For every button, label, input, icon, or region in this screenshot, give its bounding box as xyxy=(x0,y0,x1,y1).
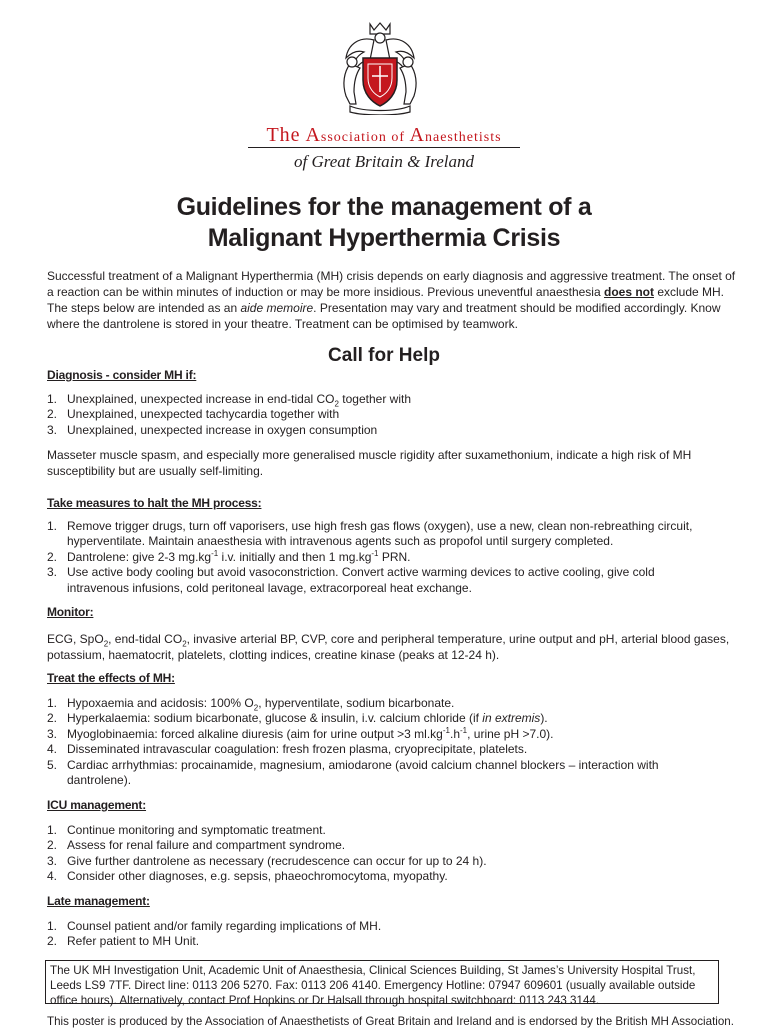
text-run: Counsel patient and/or family regarding implications of MH. xyxy=(67,919,382,933)
text-run: 5. xyxy=(47,757,58,772)
page-title: Guidelines for the management of a Malignant Hyperthermia Crisis xyxy=(176,193,592,252)
text-run: , urine pH >7.0). xyxy=(467,726,554,741)
halt-list xyxy=(47,519,697,596)
intro-paragraph xyxy=(47,268,737,332)
call-for-help-heading: Call for Help xyxy=(328,345,440,366)
text-run: Unexplained, unexpected tachycardia together with xyxy=(67,407,340,422)
list-item xyxy=(47,919,697,934)
text-run: 4. xyxy=(47,869,58,884)
text-run: exclude MH. The steps below are intended as an xyxy=(47,285,725,315)
text-run: Continue monitoring and symptomatic treatment. xyxy=(67,823,326,837)
list-item xyxy=(47,838,697,853)
divider xyxy=(248,147,520,148)
text-run: 2 xyxy=(103,639,109,649)
text-run: 2. xyxy=(47,549,58,564)
text-run: , end-tidal CO xyxy=(108,632,183,646)
text-run: 1. xyxy=(47,519,58,533)
text-run: . Presentation may vary and treatment should be modified accordingly. Know where the dantrolene is stored in your theatre. Treatment can be optimised by teamwork. xyxy=(47,301,721,331)
text-run: Myoglobinaemia: forced alkaline diuresis (aim for urine output >3 ml.kg xyxy=(67,726,443,741)
text-run: naesthetists xyxy=(425,130,502,145)
text-run: 3. xyxy=(47,726,58,741)
list-item xyxy=(47,869,697,884)
text-run: ECG, SpO xyxy=(47,632,104,646)
coat-of-arms-icon xyxy=(330,20,430,115)
list-item xyxy=(47,742,697,757)
contact-box: The UK MH Investigation Unit, Academic Unit of Anaesthesia, Clinical Sciences Building, St James’s University Hospital Trust, Leeds LS9 7TF. Direct line: 0113 206 5270. Fax: 0113 206 4140. Emergency Hotline: 07947 609601 (usually available outside office hours). Alternatively, contact Prof Hopkins or Dr Halsall through hospital switchboard: 0113 243 3144. xyxy=(45,960,719,1004)
text-run: 4. xyxy=(47,742,58,757)
list-item xyxy=(47,392,697,407)
text-run: -1 xyxy=(460,725,468,735)
text-run: .h xyxy=(449,726,460,741)
text-run: 3. xyxy=(47,853,58,868)
icu-heading: ICU management: xyxy=(47,798,147,812)
list-item xyxy=(47,854,697,869)
text-run: Give further dantrolene as necessary (recrudescence can occur for up to 24 h). xyxy=(67,853,487,868)
list-item xyxy=(47,758,697,789)
diagnosis-heading: Diagnosis - consider MH if: xyxy=(47,368,197,382)
text-run: Unexplained, unexpected increase in end-tidal CO xyxy=(67,392,335,406)
text-run: 1. xyxy=(47,823,58,837)
text-run: 2. xyxy=(47,838,58,853)
text-run: -1 xyxy=(442,725,450,735)
text-run: -1 xyxy=(371,548,379,558)
text-run: 1. xyxy=(47,392,58,406)
footer-note: This poster is produced by the Association of Anaesthetists of Great Britain and Ireland and is endorsed by the British MH Association. xyxy=(47,1015,734,1028)
text-run: The xyxy=(266,124,306,146)
text-run: Remove trigger drugs, turn off vaporisers, use high fresh gas flows (oxygen), use a new, clean non-rebreathing circuit, hyperventilate. Maintain anaesthesia with intravenous agents such as propofol until surgery completed. xyxy=(67,519,693,549)
list-item xyxy=(47,550,697,565)
text-run: Disseminated intravascular coagulation: fresh frozen plasma, cryoprecipitate, platelets. xyxy=(67,742,528,757)
text-run: -1 xyxy=(211,548,219,558)
late-list xyxy=(47,919,697,950)
text-run: Successful treatment of a Malignant Hyperthermia (MH) crisis depends on early diagnosis and aggressive treatment. The onset of a reaction can be within minutes of induction or may be more insidious. Previous uneventful anaesthesia xyxy=(47,269,736,299)
text-run: PRN. xyxy=(378,549,411,564)
text-run: does not xyxy=(603,285,654,299)
text-run: , invasive arterial BP, CVP, core and peripheral temperature, urine output and pH, arterial blood gases, potassium, haematocrit, platelets, clotting indices, creatine kinase (peaks at 12-24 h). xyxy=(47,632,730,662)
monitor-heading: Monitor: xyxy=(47,605,94,619)
list-item xyxy=(47,711,697,726)
text-run: 2 xyxy=(334,399,339,409)
text-run: Cardiac arrhythmias: procainamide, magnesium, amiodarone (avoid calcium channel blockers – interaction with dantrolene). xyxy=(67,757,659,788)
text-run: 2. xyxy=(47,711,58,726)
text-run: Unexplained, unexpected increase in oxygen consumption xyxy=(67,422,378,437)
text-run: ssociation of xyxy=(320,130,410,145)
list-item xyxy=(47,423,697,438)
masseter-note: Masseter muscle spasm, and especially more generalised muscle rigidity after suxamethonium, indicate a high risk of MH susceptibility but are usually self-limiting. xyxy=(47,448,692,478)
text-run: 3. xyxy=(47,565,58,580)
text-run: 3. xyxy=(47,422,58,437)
text-run: A xyxy=(409,124,425,146)
list-item xyxy=(47,823,697,838)
text-run: Hypoxaemia and acidosis: 100% O xyxy=(67,696,254,710)
list-item xyxy=(47,696,697,711)
text-run: i.v. initially and then 1 mg.kg xyxy=(218,549,372,564)
text-run: 2. xyxy=(47,934,58,949)
text-run: 1. xyxy=(47,919,58,933)
halt-heading: Take measures to halt the MH process: xyxy=(47,496,262,510)
monitor-paragraph xyxy=(47,631,737,663)
list-item xyxy=(47,934,697,949)
text-run: aide memoire xyxy=(240,301,314,315)
text-run: together with xyxy=(338,392,411,406)
text-run: ). xyxy=(540,711,548,726)
list-item xyxy=(47,727,697,742)
text-run: Use active body cooling but avoid vasoconstriction. Convert active warming devices to active cooling, give cold intravenous infusions, cold peritoneal lavage, extracorporeal heat exchange. xyxy=(67,565,655,595)
text-run: 2 xyxy=(182,639,187,649)
text-run: in extremis xyxy=(482,711,541,726)
list-item xyxy=(47,565,697,596)
treat-heading: Treat the effects of MH: xyxy=(47,671,175,685)
list-item xyxy=(47,519,697,550)
text-run: Assess for renal failure and compartment syndrome. xyxy=(67,838,346,853)
text-run: 2. xyxy=(47,407,58,422)
late-heading: Late management: xyxy=(47,894,150,908)
organisation-subtitle: of Great Britain & Ireland xyxy=(293,152,475,171)
text-run: Dantrolene: give 2-3 mg.kg xyxy=(67,549,212,564)
organisation-name xyxy=(0,124,768,147)
text-run: , hyperventilate, sodium bicarbonate. xyxy=(258,696,455,710)
text-run: 1. xyxy=(47,696,58,710)
text-run: Hyperkalaemia: sodium bicarbonate, glucose & insulin, i.v. calcium chloride (if xyxy=(67,711,483,726)
icu-list xyxy=(47,823,697,885)
list-item xyxy=(47,407,697,422)
text-run: Consider other diagnoses, e.g. sepsis, phaeochromocytoma, myopathy. xyxy=(67,869,448,884)
text-run: 2 xyxy=(253,703,259,713)
treat-list xyxy=(47,696,697,788)
diagnosis-list xyxy=(47,392,697,438)
text-run: Refer patient to MH Unit. xyxy=(67,934,200,949)
text-run: A xyxy=(305,124,321,146)
